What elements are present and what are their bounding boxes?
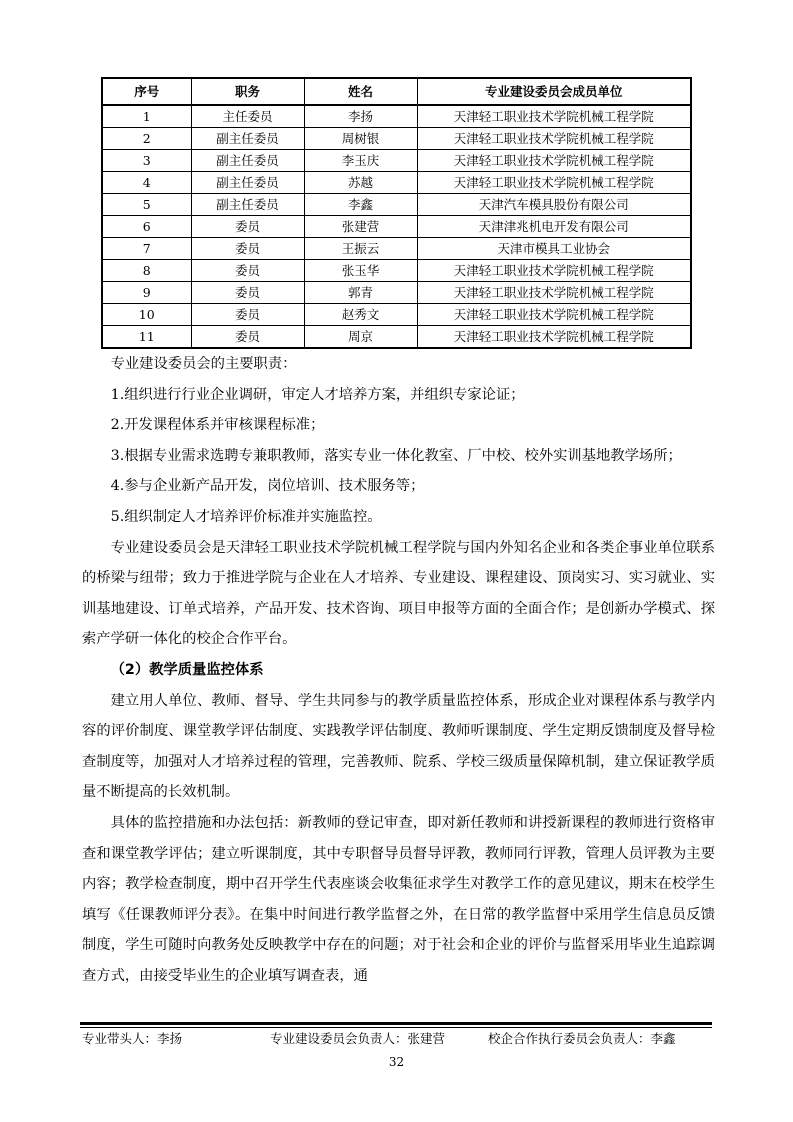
cell-position: 副主任委员 <box>191 128 304 150</box>
cell-position: 主任委员 <box>191 105 304 128</box>
table-row <box>102 282 691 304</box>
cell-name: 苏越 <box>304 172 417 194</box>
table-row <box>102 172 691 194</box>
cell-index: 11 <box>102 326 191 349</box>
cell-name: 张玉华 <box>304 260 417 282</box>
duties-intro: 专业建设委员会的主要职责： <box>110 356 297 372</box>
table-row <box>102 304 691 326</box>
cell-index: 4 <box>102 172 191 194</box>
cell-index: 6 <box>102 216 191 238</box>
footer-divider <box>80 1022 712 1028</box>
cell-organization: 天津市模具工业协会 <box>417 238 691 260</box>
cell-name: 李扬 <box>304 105 417 128</box>
cell-organization: 天津轻工职业技术学院机械工程学院 <box>417 105 691 128</box>
cell-organization: 天津轻工职业技术学院机械工程学院 <box>417 282 691 304</box>
duty-item: 1.组织进行行业企业调研，审定人才培养方案，并组织专家论证； <box>110 386 525 403</box>
duty-item: 4.参与企业新产品开发，岗位培训、技术服务等； <box>110 478 425 495</box>
cell-position: 委员 <box>191 326 304 349</box>
cell-position: 委员 <box>191 304 304 326</box>
cell-organization: 天津轻工职业技术学院机械工程学院 <box>417 326 691 349</box>
cell-index: 3 <box>102 150 191 172</box>
table-row <box>102 194 691 216</box>
cell-position: 委员 <box>191 216 304 238</box>
header-index: 序号 <box>102 78 191 105</box>
quality-system-paragraph: 建立用人单位、教师、督导、学生共同参与的教学质量监控体系，形成企业对课程体系与教学内容的评价制度、课堂教学评估制度、实践教学评估制度、教师听课制度、学生定期反馈制度及督导检查制度等，加强对人才培养过程的管理，完善教师、院系、学校三级质量保障机制，建立保证教学质量不断提高的长效机制。 <box>82 692 715 801</box>
header-organization: 专业建设委员会成员单位 <box>417 78 691 105</box>
cell-index: 1 <box>102 105 191 128</box>
body-text <box>82 349 715 991</box>
cell-position: 副主任委员 <box>191 150 304 172</box>
header-name: 姓名 <box>304 78 417 105</box>
table-row <box>102 150 691 172</box>
table-row <box>102 105 691 128</box>
header-position: 职务 <box>191 78 304 105</box>
cell-name: 李鑫 <box>304 194 417 216</box>
duty-item: 3.根据专业需求选聘专兼职教师，落实专业一体化教室、厂中校、校外实训基地教学场所； <box>110 447 682 464</box>
duty-item: 5.组织制定人才培养评价标准并实施监控。 <box>110 508 382 525</box>
committee-members-table <box>101 77 692 349</box>
cell-position: 委员 <box>191 260 304 282</box>
cell-name: 李玉庆 <box>304 150 417 172</box>
cell-organization: 天津轻工职业技术学院机械工程学院 <box>417 172 691 194</box>
cell-organization: 天津汽车模具股份有限公司 <box>417 194 691 216</box>
duty-item: 2.开发课程体系并审核课程标准； <box>110 417 325 434</box>
page-number: 32 <box>388 1055 405 1069</box>
table-row <box>102 238 691 260</box>
cell-name: 周京 <box>304 326 417 349</box>
footer-committee-head: 专业建设委员会负责人：张建营 <box>270 1031 446 1046</box>
section-heading: （2）教学质量监控体系 <box>110 661 264 678</box>
committee-summary-paragraph: 专业建设委员会是天津轻工职业技术学院机械工程学院与国内外知名企业和各类企事业单位联系的桥梁与纽带；致力于推进学院与企业在人才培养、专业建设、课程建设、顶岗实习、实习就业、实训基地建设、订单式培养，产品开发、技术咨询、项目申报等方面的全面合作；是创新办学模式、探索产学研一体化的校企合作平台。 <box>82 539 715 648</box>
cell-name: 周树银 <box>304 128 417 150</box>
table-row <box>102 128 691 150</box>
monitoring-measures-paragraph: 具体的监控措施和办法包括：新教师的登记审查，即对新任教师和讲授新课程的教师进行资格审查和课堂教学评估；建立听课制度，其中专职督导员督导评教，教师同行评教，管理人员评教为主要内容；教学检查制度，期中召开学生代表座谈会收集征求学生对教学工作的意见建议，期末在校学生填写《任课教师评分表》。在集中时间进行教学监督之外，在日常的教学监督中采用学生信息员反馈制度，学生可随时向教务处反映教学中存在的问题；对于社会和企业的评价与监督采用毕业生追踪调查方式，由接受毕业生的企业填写调查表，通 <box>82 814 715 984</box>
cell-position: 委员 <box>191 282 304 304</box>
cell-index: 8 <box>102 260 191 282</box>
cell-name: 王振云 <box>304 238 417 260</box>
cell-organization: 天津轻工职业技术学院机械工程学院 <box>417 260 691 282</box>
footer-coop-committee-head: 校企合作执行委员会负责人：李鑫 <box>488 1031 676 1046</box>
cell-index: 9 <box>102 282 191 304</box>
table-header-row <box>102 78 691 105</box>
cell-organization: 天津轻工职业技术学院机械工程学院 <box>417 304 691 326</box>
cell-index: 2 <box>102 128 191 150</box>
cell-organization: 天津津兆机电开发有限公司 <box>417 216 691 238</box>
cell-position: 副主任委员 <box>191 172 304 194</box>
cell-position: 委员 <box>191 238 304 260</box>
cell-name: 张建营 <box>304 216 417 238</box>
cell-position: 副主任委员 <box>191 194 304 216</box>
table-row <box>102 260 691 282</box>
footer <box>80 1029 712 1049</box>
cell-index: 10 <box>102 304 191 326</box>
cell-organization: 天津轻工职业技术学院机械工程学院 <box>417 128 691 150</box>
cell-organization: 天津轻工职业技术学院机械工程学院 <box>417 150 691 172</box>
cell-name: 郭青 <box>304 282 417 304</box>
cell-index: 7 <box>102 238 191 260</box>
cell-name: 赵秀文 <box>304 304 417 326</box>
cell-index: 5 <box>102 194 191 216</box>
table-row <box>102 326 691 349</box>
footer-program-leader: 专业带头人：李扬 <box>82 1031 183 1046</box>
table-row <box>102 216 691 238</box>
